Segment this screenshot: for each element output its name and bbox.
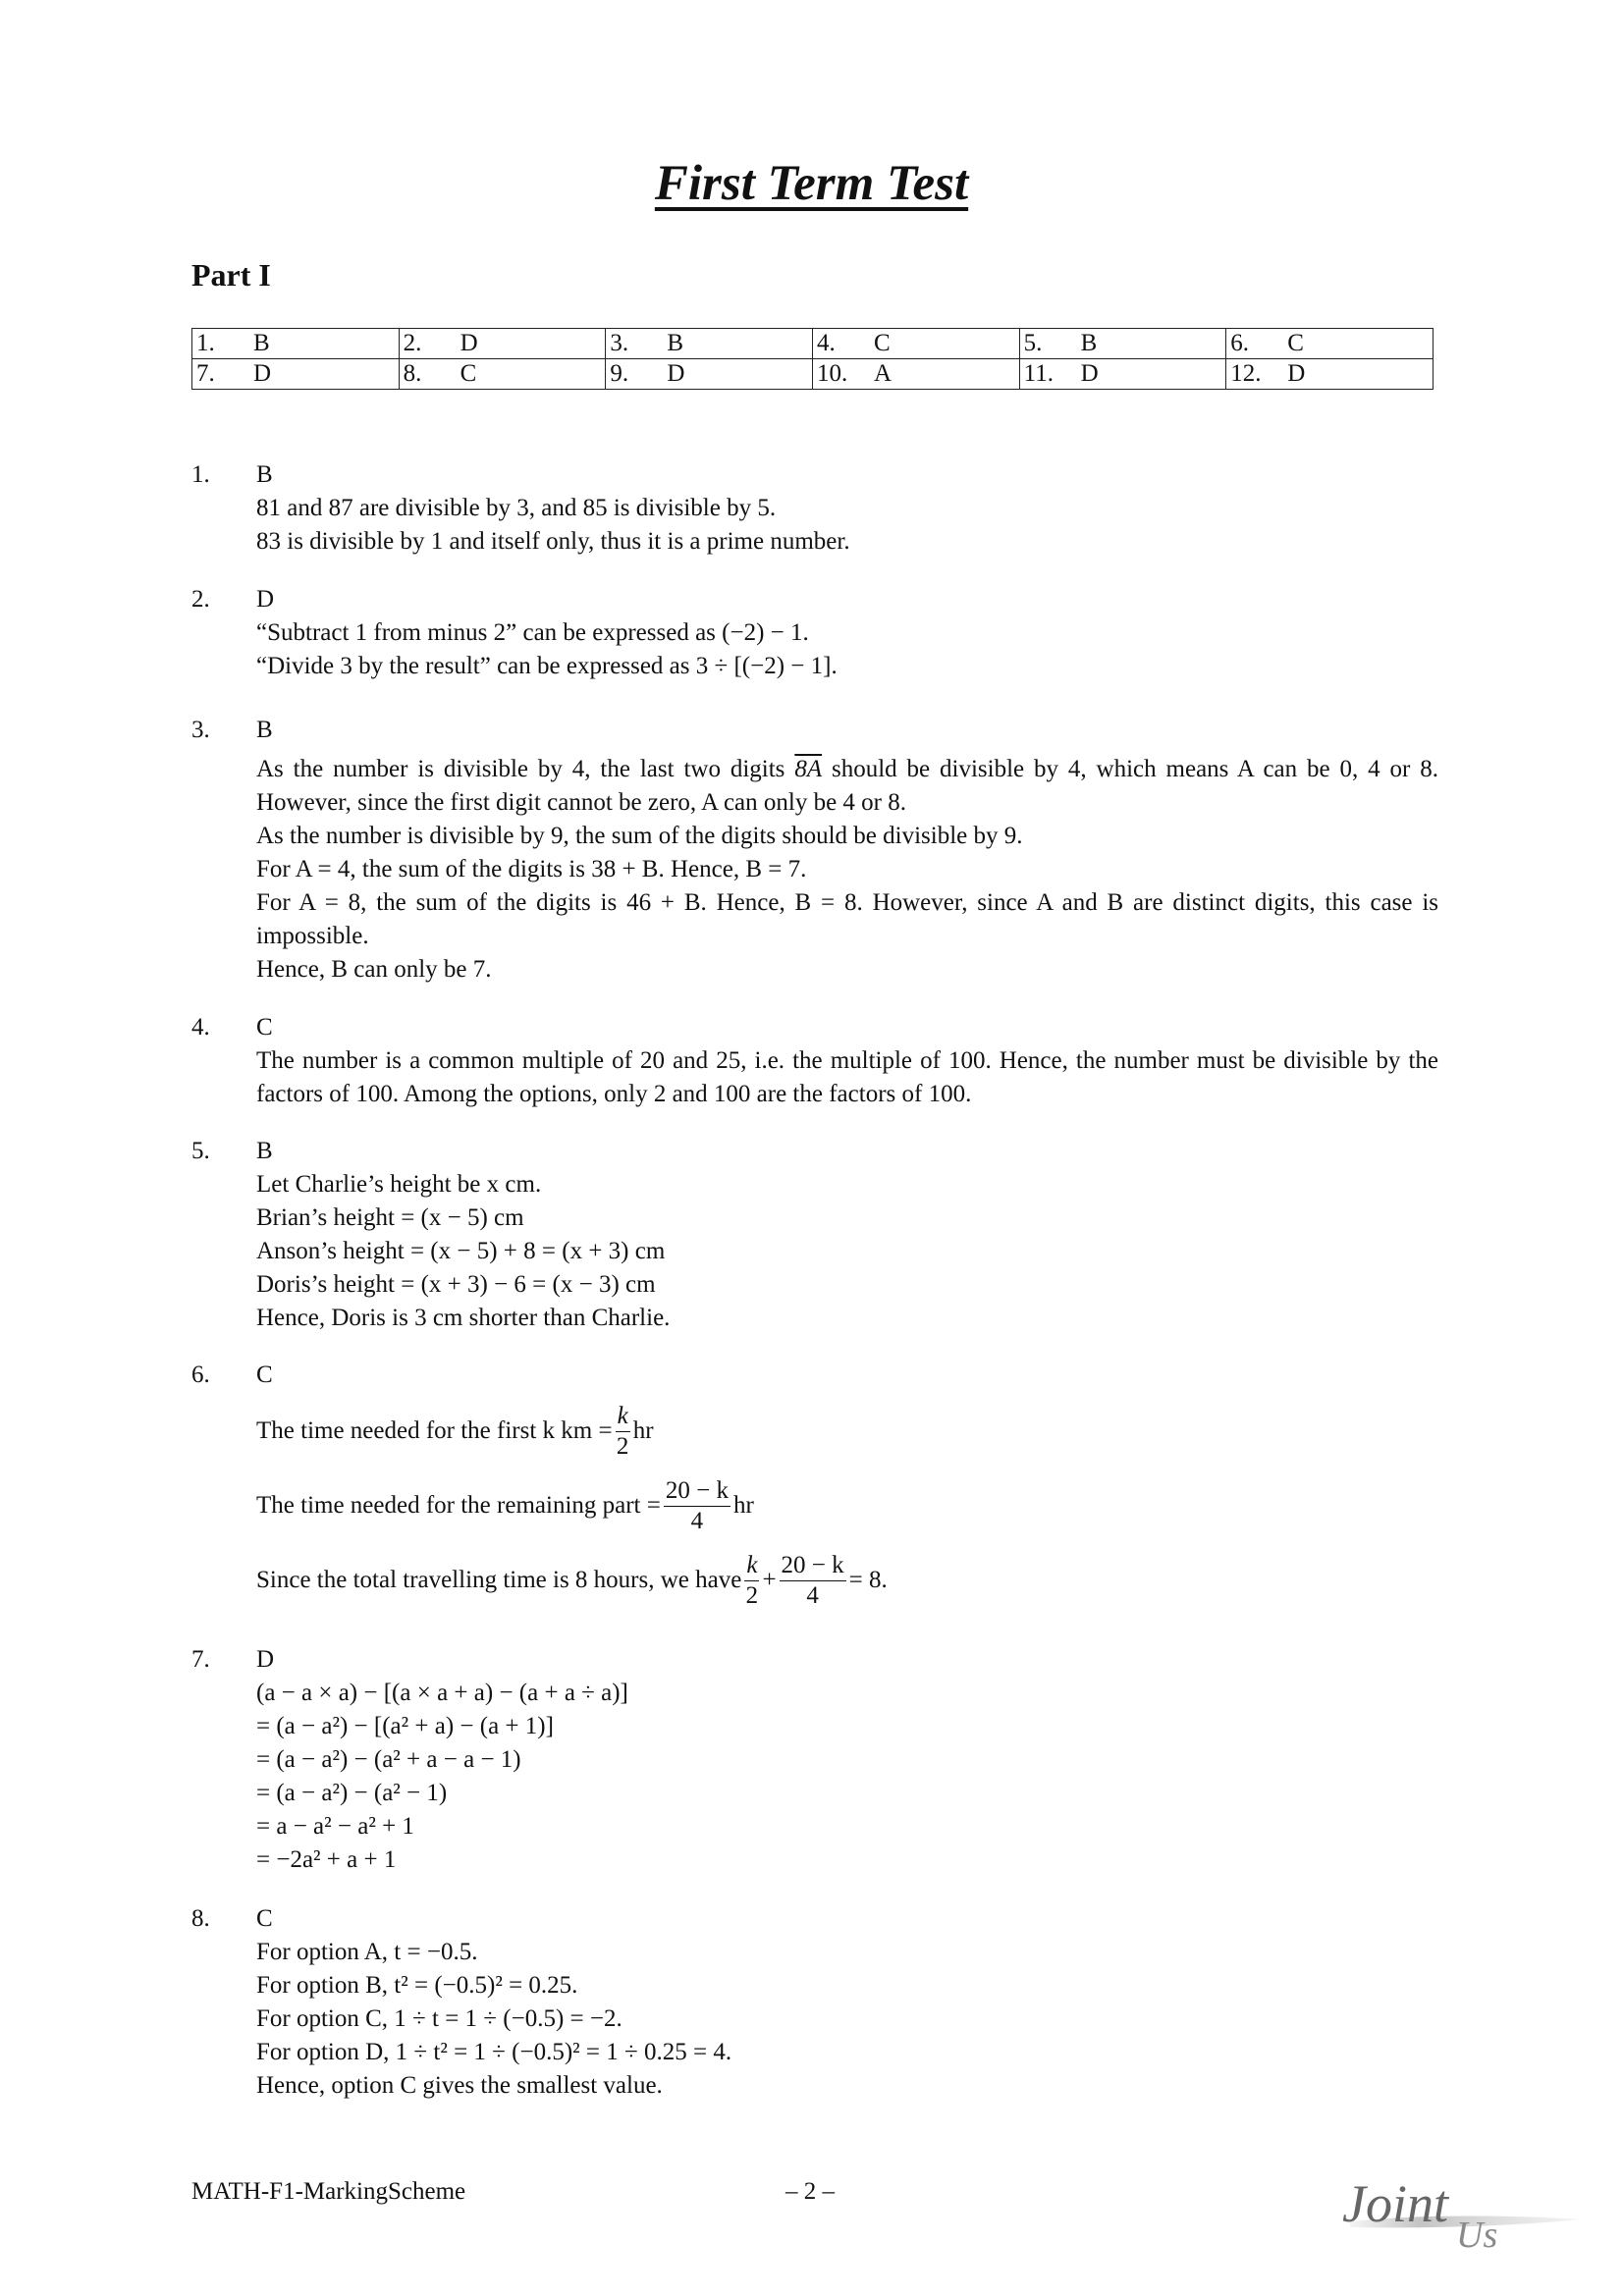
solution-line: Hence, option C gives the smallest value. xyxy=(256,2072,663,2099)
answer-letter: B xyxy=(253,330,270,356)
table-row xyxy=(192,329,1434,359)
solution-paragraph xyxy=(256,753,1438,820)
logo-text: Us xyxy=(1456,2215,1498,2253)
table-row xyxy=(192,359,1434,390)
question-number: 6. xyxy=(191,1362,210,1388)
solution-line: For option A, t = −0.5. xyxy=(256,1939,478,1965)
solution-line: Hence, Doris is 3 cm shorter than Charlie. xyxy=(256,1305,671,1331)
question-number: 7. xyxy=(196,360,215,387)
answer-letter: C xyxy=(256,1014,273,1041)
question-number: 7. xyxy=(191,1646,210,1673)
solution-line xyxy=(256,1394,1438,1468)
fraction xyxy=(664,1476,730,1536)
question-number: 5. xyxy=(191,1138,210,1164)
unit: hr xyxy=(632,1417,654,1444)
table-cell xyxy=(192,329,400,359)
answer-letter: D xyxy=(256,1646,275,1673)
question-number: 10. xyxy=(816,360,848,387)
answer-letter: C xyxy=(256,1362,273,1388)
solution-3 xyxy=(191,714,1438,987)
solution-text: Since the total travelling time is 8 hours, we have xyxy=(256,1567,742,1593)
table-cell xyxy=(1226,359,1434,390)
solution-line: For option C, 1 ÷ t = 1 ÷ (−0.5) = −2. xyxy=(256,2005,622,2032)
solution-line: For option D, 1 ÷ t² = 1 ÷ (−0.5)² = 1 ÷ 0.25 = 4. xyxy=(256,2039,732,2065)
solution-line: = −2a² + a + 1 xyxy=(256,1846,397,1873)
denominator: 2 xyxy=(616,1432,629,1460)
fraction xyxy=(780,1551,846,1611)
question-number: 8. xyxy=(403,360,422,387)
solution-line xyxy=(256,1543,1438,1618)
question-number: 4. xyxy=(816,330,836,356)
solution-line: The number is a common multiple of 20 and 25, i.e. the multiple of 100. Hence, the number must be divisible by the factors of 100. Among the options, only 2 and 100 are the factors of 100. xyxy=(256,1047,1438,1107)
answer-letter: C xyxy=(1287,330,1304,356)
solution-line: For A = 8, the sum of the digits is 46 + B. Hence, B = 8. However, since A and B are distinct digits, this case is impossible. xyxy=(256,889,1438,949)
table-cell xyxy=(399,329,606,359)
solution-6 xyxy=(191,1359,1438,1618)
solution-line: Doris’s height = (x + 3) − 6 = (x − 3) cm xyxy=(256,1271,656,1298)
numerator: 20 − k xyxy=(664,1476,730,1507)
answer-letter: D xyxy=(667,360,685,387)
question-number: 1. xyxy=(196,330,215,356)
question-number: 9. xyxy=(610,360,629,387)
answer-letter: B xyxy=(667,330,683,356)
question-number: 3. xyxy=(610,330,629,356)
answer-letter: C xyxy=(256,1905,273,1932)
table-cell xyxy=(399,359,606,390)
answer-letter: D xyxy=(1287,360,1306,387)
question-number: 6. xyxy=(1230,330,1250,356)
solution-line: Anson’s height = (x − 5) + 8 = (x + 3) cm xyxy=(256,1238,666,1264)
solution-line xyxy=(256,1468,1438,1543)
answer-letter: B xyxy=(256,717,273,743)
numerator: k xyxy=(744,1551,759,1581)
footer-document-code: MATH-F1-MarkingScheme xyxy=(191,2178,466,2205)
overline-number: 8A xyxy=(794,756,823,782)
answer-letter: D xyxy=(460,330,478,356)
fraction xyxy=(744,1551,759,1611)
denominator: 4 xyxy=(690,1507,704,1534)
question-number: 12. xyxy=(1230,360,1262,387)
solution-line: = (a − a²) − (a² + a − a − 1) xyxy=(256,1746,521,1773)
table-cell xyxy=(606,329,813,359)
solution-8 xyxy=(191,1902,1438,2103)
fraction xyxy=(616,1402,630,1462)
answer-letter: D xyxy=(256,586,275,613)
question-number: 8. xyxy=(191,1905,210,1932)
table-cell xyxy=(1226,329,1434,359)
solution-line: 81 and 87 are divisible by 3, and 85 is divisible by 5. xyxy=(256,495,777,521)
solution-line: Let Charlie’s height be x cm. xyxy=(256,1171,542,1198)
solution-text: The time needed for the first k km = xyxy=(256,1417,613,1444)
solution-line: = (a − a²) − (a² − 1) xyxy=(256,1780,448,1806)
section-heading: Part I xyxy=(191,257,271,293)
numerator: 20 − k xyxy=(780,1551,846,1581)
solution-text: should be divisible by 4, which means A can be 0, 4 or 8. However, since the first digit cannot be zero, A can only be 4 or 8. xyxy=(256,756,1438,816)
question-number: 3. xyxy=(191,717,210,743)
solution-text: The time needed for the remaining part = xyxy=(256,1492,661,1519)
solution-line: = (a − a²) − [(a² + a) − (a + 1)] xyxy=(256,1713,554,1739)
operator: + xyxy=(762,1567,777,1593)
table-cell xyxy=(812,359,1019,390)
solution-line: As the number is divisible by 9, the sum of the digits should be divisible by 9. xyxy=(256,823,1023,849)
table-cell xyxy=(1019,329,1226,359)
solution-2 xyxy=(191,583,1438,683)
solution-line: (a − a × a) − [(a × a + a) − (a + a ÷ a)] xyxy=(256,1680,628,1706)
question-number: 4. xyxy=(191,1014,210,1041)
answer-letter: B xyxy=(1080,330,1098,356)
question-number: 5. xyxy=(1023,330,1043,356)
answer-letter: C xyxy=(873,330,891,356)
question-number: 2. xyxy=(191,586,210,613)
solution-text: = 8. xyxy=(848,1567,888,1593)
unit: hr xyxy=(732,1492,754,1519)
answer-table xyxy=(191,328,1434,390)
question-number: 11. xyxy=(1023,360,1054,387)
solution-line: “Divide 3 by the result” can be expressed as 3 ÷ [(−2) − 1]. xyxy=(256,653,838,679)
table-cell xyxy=(1019,359,1226,390)
answer-letter: B xyxy=(256,461,273,488)
solution-line: 83 is divisible by 1 and itself only, thus it is a prime number. xyxy=(256,528,850,555)
solution-line: Hence, B can only be 7. xyxy=(256,956,492,983)
page-title: First Term Test xyxy=(654,156,969,211)
solution-line: Brian’s height = (x − 5) cm xyxy=(256,1204,524,1231)
solution-4 xyxy=(191,1011,1438,1111)
logo-text: Joint xyxy=(1342,2174,1448,2233)
table-cell xyxy=(192,359,400,390)
solution-7 xyxy=(191,1643,1438,1877)
solution-line: “Subtract 1 from minus 2” can be expressed as (−2) − 1. xyxy=(256,619,809,646)
solution-line: = a − a² − a² + 1 xyxy=(256,1813,414,1840)
solution-line: For A = 4, the sum of the digits is 38 + B. Hence, B = 7. xyxy=(256,856,807,882)
table-cell xyxy=(606,359,813,390)
answer-letter: D xyxy=(1080,360,1099,387)
answer-letter: D xyxy=(253,360,272,387)
jointus-logo-icon xyxy=(1330,2164,1586,2253)
table-cell xyxy=(812,329,1019,359)
question-number: 1. xyxy=(191,461,210,488)
question-number: 2. xyxy=(403,330,422,356)
numerator: k xyxy=(616,1402,630,1432)
page-number: – 2 – xyxy=(785,2178,835,2205)
solution-1 xyxy=(191,458,1438,559)
solution-line: For option B, t² = (−0.5)² = 0.25. xyxy=(256,1972,578,1999)
denominator: 4 xyxy=(806,1581,819,1609)
answer-letter: A xyxy=(873,360,893,387)
answer-letter: C xyxy=(460,360,477,387)
denominator: 2 xyxy=(745,1581,759,1609)
answer-letter: B xyxy=(256,1138,273,1164)
solution-5 xyxy=(191,1135,1438,1335)
solution-text: As the number is divisible by 4, the last two digits xyxy=(256,756,785,782)
